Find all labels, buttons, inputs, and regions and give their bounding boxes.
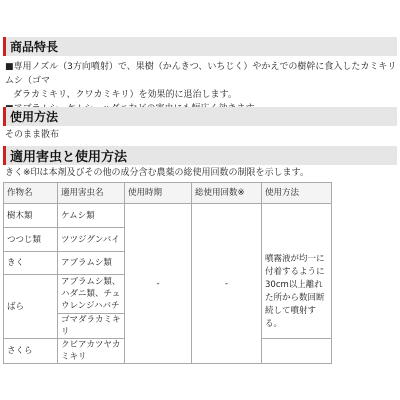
pest-cell: ツツジグンバイ	[58, 228, 125, 252]
section-title: 商品特長	[10, 40, 59, 54]
count-cell: -	[192, 204, 262, 364]
pest-cell: クビアカツヤカミキリ	[58, 339, 125, 364]
column-header: 使用方法	[262, 183, 332, 204]
crop-cell: 樹木類	[4, 204, 58, 228]
column-header: 適用害虫名	[58, 183, 125, 204]
crop-cell: さくら	[4, 339, 58, 364]
table-header-row	[4, 183, 332, 204]
feature-line: ■専用ノズル（3方向噴射）で、果樹（かんきつ、いちじく）やかえでの樹幹に食入したカミキリムシ（ゴマ	[5, 62, 397, 86]
section-title: 使用方法	[10, 110, 59, 124]
feature-line: ダラカミキリ、クワカミキリ）を効果的に退治します。	[13, 90, 237, 100]
column-header: 使用時期	[125, 183, 192, 204]
section-header-usage	[3, 107, 397, 126]
table-row	[4, 204, 332, 228]
method-cell: 噴霧液が均一に付着するように30cm以上離れた所から数回断続して噴射する。	[262, 204, 332, 339]
pest-cell: ケムシ類	[58, 204, 125, 228]
column-header: 作物名	[4, 183, 58, 204]
crop-cell: ばら	[4, 275, 58, 339]
timing-cell: -	[125, 204, 192, 364]
crop-cell: きく	[4, 252, 58, 275]
pest-cell: ゴマダラカミキリ	[58, 314, 125, 339]
crop-cell: つつじ類	[4, 228, 58, 252]
section-header-pests	[3, 146, 397, 165]
section-header-features	[3, 37, 397, 56]
usage-count-note: きく※印は本剤及びその他の成分含む農薬の総使用回数の制限を示します。	[5, 168, 309, 178]
column-header: 総使用回数※	[192, 183, 262, 204]
method-cell-empty	[262, 339, 332, 364]
pest-cell: アブラムシ類、ハダニ類、チュウレンジハバチ	[58, 275, 125, 314]
pest-cell: アブラムシ類	[58, 252, 125, 275]
section-title: 適用害虫と使用方法	[10, 150, 128, 165]
usage-method-text: そのまま散布	[5, 130, 60, 140]
pest-table	[3, 182, 332, 364]
